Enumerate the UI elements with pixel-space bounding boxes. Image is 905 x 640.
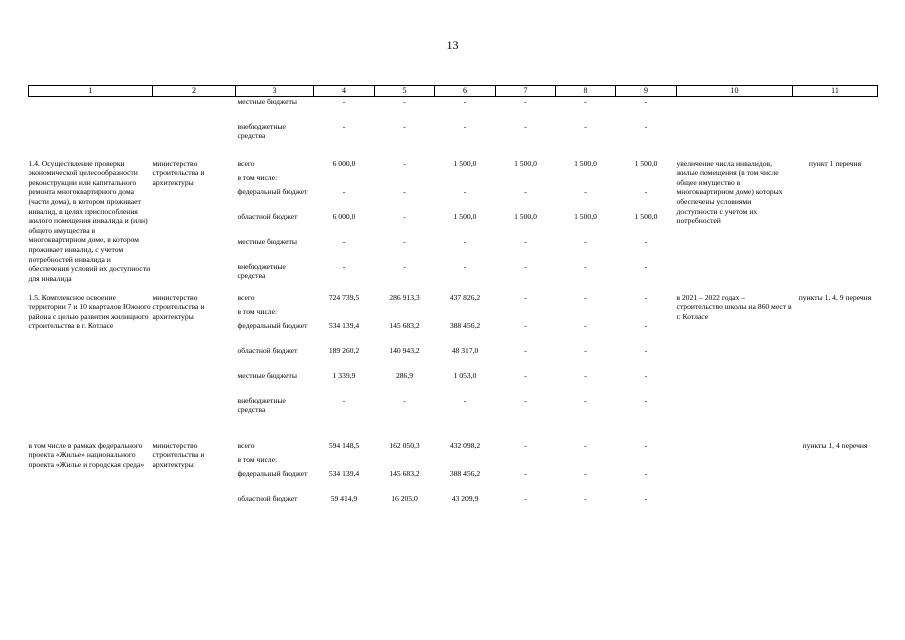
amount-value: 1 500,0 xyxy=(634,158,658,168)
amount-cell xyxy=(616,441,677,519)
amount-value: 1 500,0 xyxy=(574,158,597,168)
amount-cell xyxy=(496,96,556,147)
amount-value: - xyxy=(524,186,527,196)
expected-result xyxy=(677,441,793,519)
amount-value xyxy=(616,173,677,187)
amount-value: 724 739,5 xyxy=(328,292,360,302)
amount-value: 437 826,2 xyxy=(449,292,481,302)
amount-value: - xyxy=(644,468,648,478)
col-header: 4 xyxy=(314,86,375,97)
amount-value: - xyxy=(584,236,587,246)
amount-value: - xyxy=(403,211,406,221)
amount-value: - xyxy=(644,236,648,246)
amount-value: - xyxy=(403,236,406,246)
amount-value: - xyxy=(584,370,587,380)
program-table xyxy=(28,85,878,519)
measure-row xyxy=(29,441,878,519)
amount-value: 388 456,2 xyxy=(449,468,481,478)
amount-cell xyxy=(556,293,616,421)
list-reference xyxy=(793,96,878,147)
amount-value: 189 260,2 xyxy=(328,345,360,355)
amount-value: - xyxy=(584,320,587,330)
expected-result: в 2021 – 2022 годах – строительство школы на 860 мест в г. Котласе xyxy=(676,292,792,321)
amount-value: - xyxy=(403,121,406,131)
amount-value: - xyxy=(342,261,346,271)
spacer-cell xyxy=(29,147,878,159)
amount-value xyxy=(314,307,375,321)
col-header: 1 xyxy=(29,86,153,97)
executor xyxy=(153,96,236,147)
amount-cell xyxy=(435,159,496,287)
amount-value: - xyxy=(524,236,527,246)
funding-source-cell xyxy=(236,96,314,147)
amount-value: - xyxy=(584,292,587,302)
amount-value xyxy=(375,307,435,321)
amount-cell xyxy=(616,96,677,147)
amount-value: - xyxy=(342,186,346,196)
amount-value xyxy=(616,307,677,321)
amount-value: - xyxy=(584,96,587,106)
amount-cell xyxy=(496,159,556,287)
amount-value: 1 500,0 xyxy=(574,211,597,221)
amount-value: - xyxy=(644,370,648,380)
amount-value: 140 943,2 xyxy=(389,345,420,355)
amount-cell xyxy=(314,293,375,421)
list-reference: пункты 1, 4 перечня xyxy=(802,440,868,450)
funding-source: в том числе: xyxy=(237,454,278,464)
amount-value: 1 500,0 xyxy=(514,211,537,221)
funding-source: местные бюджеты xyxy=(237,96,297,106)
amount-value: - xyxy=(463,261,467,271)
amount-value: - xyxy=(584,261,587,271)
amount-cell xyxy=(375,96,435,147)
col-header: 5 xyxy=(375,86,435,97)
amount-cell xyxy=(375,159,435,287)
amount-value: 1 339,9 xyxy=(332,370,356,380)
amount-cell xyxy=(556,441,616,519)
amount-cell xyxy=(314,96,375,147)
amount-cell xyxy=(435,441,496,519)
measure-title: 1.4. Осуществление проверки экономической целесообразности реконструкции или капитального ремонта многоквартирного дома (части дома), в котором проживает инвалид, в целях приспособления жилого помещения инвалида и (или) общего имущества в многоквартирном доме, в котором проживает инвалид, с учетом потребностей инвалида и обеспечения условий их доступности для инвалида xyxy=(28,158,151,283)
amount-value: 43 209,9 xyxy=(451,493,479,503)
expected-result xyxy=(677,96,793,147)
amount-value xyxy=(496,307,556,321)
funding-source: внебюджетные средства xyxy=(237,121,286,141)
amount-value xyxy=(556,455,616,469)
amount-cell xyxy=(616,293,677,421)
amount-value: 594 148,5 xyxy=(328,440,360,450)
list-reference: пункт 1 перечня xyxy=(808,158,862,168)
list-reference: пункты 1, 4, 9 перечня xyxy=(798,292,872,302)
amount-value: - xyxy=(524,292,527,302)
amount-cell xyxy=(314,159,375,287)
amount-value: 534 139,4 xyxy=(328,468,360,478)
amount-value: 16 205,0 xyxy=(391,493,418,503)
amount-value: 1 500,0 xyxy=(453,158,477,168)
expected-result: увеличение числа инвалидов, жилые помещения (в том числе общее имущество в многоквартирном доме) которых обеспечены условиями доступности с учетом их потребностей xyxy=(676,158,783,226)
amount-value: - xyxy=(342,121,346,131)
amount-value xyxy=(435,307,496,321)
amount-value: - xyxy=(463,121,467,131)
executor: министерство строительства и архитектуры xyxy=(152,158,205,187)
amount-value: 286,9 xyxy=(395,370,414,380)
funding-source-cell xyxy=(236,441,314,519)
col-header: 2 xyxy=(153,86,236,97)
amount-value: 1 500,0 xyxy=(453,211,477,221)
funding-source: федеральный бюджет xyxy=(237,320,308,330)
amount-value: 1 500,0 xyxy=(514,158,537,168)
spacer-row xyxy=(29,421,878,441)
amount-value: - xyxy=(403,96,406,106)
amount-value: 388 456,2 xyxy=(449,320,481,330)
amount-value: 432 098,2 xyxy=(449,440,481,450)
amount-value: 145 683,2 xyxy=(389,468,420,478)
amount-cell xyxy=(616,159,677,287)
funding-source: местные бюджеты xyxy=(237,370,297,380)
amount-value: 1 500,0 xyxy=(634,211,658,221)
executor: министерство строительства и архитектуры xyxy=(152,292,205,321)
amount-value: - xyxy=(584,468,587,478)
amount-cell xyxy=(556,159,616,287)
amount-value: 286 913,3 xyxy=(389,292,420,302)
funding-source-cell xyxy=(236,293,314,421)
amount-value: - xyxy=(403,395,406,405)
measure-row xyxy=(29,159,878,287)
funding-source: в том числе: xyxy=(237,172,278,182)
amount-value: - xyxy=(644,493,648,503)
amount-value: - xyxy=(644,121,648,131)
amount-value: - xyxy=(644,186,648,196)
funding-source: областной бюджет xyxy=(237,493,298,503)
amount-value: 6 000,0 xyxy=(332,211,356,221)
funding-source: федеральный бюджет xyxy=(237,186,308,196)
amount-value xyxy=(314,455,375,469)
measure-title xyxy=(29,96,153,147)
amount-cell xyxy=(375,441,435,519)
amount-value: - xyxy=(524,493,527,503)
amount-value: 162 050,3 xyxy=(389,440,420,450)
amount-value xyxy=(496,455,556,469)
amount-value: - xyxy=(524,468,527,478)
amount-value: - xyxy=(644,261,648,271)
amount-value xyxy=(435,173,496,187)
col-header: 9 xyxy=(616,86,677,97)
col-header: 8 xyxy=(556,86,616,97)
amount-cell xyxy=(435,293,496,421)
amount-value: - xyxy=(524,440,527,450)
funding-source: внебюджетные средства xyxy=(237,395,286,415)
funding-source: всего xyxy=(237,158,255,168)
col-header: 3 xyxy=(236,86,314,97)
col-header: 11 xyxy=(793,86,878,97)
amount-value: - xyxy=(644,345,648,355)
funding-source: всего xyxy=(237,440,255,450)
amount-value: - xyxy=(644,320,648,330)
amount-cell xyxy=(556,96,616,147)
amount-value: - xyxy=(644,395,648,405)
amount-value: 6 000,0 xyxy=(332,158,356,168)
amount-value: - xyxy=(524,320,527,330)
amount-value: 59 414,9 xyxy=(330,493,358,503)
amount-value: - xyxy=(584,345,587,355)
funding-source: областной бюджет xyxy=(237,345,298,355)
amount-value: - xyxy=(584,186,587,196)
amount-value: - xyxy=(342,236,346,246)
amount-value: - xyxy=(584,440,587,450)
amount-value: 48 317,0 xyxy=(451,345,479,355)
amount-value: - xyxy=(342,395,346,405)
amount-value xyxy=(616,455,677,469)
amount-value xyxy=(314,173,375,187)
funding-source: внебюджетные средства xyxy=(237,261,286,281)
amount-value: - xyxy=(463,186,467,196)
amount-cell xyxy=(435,96,496,147)
amount-cell xyxy=(314,441,375,519)
amount-value xyxy=(435,455,496,469)
amount-value xyxy=(375,173,435,187)
amount-value: - xyxy=(584,493,587,503)
amount-cell xyxy=(375,293,435,421)
funding-source: местные бюджеты xyxy=(237,236,297,246)
amount-value: - xyxy=(584,395,587,405)
funding-source-cell xyxy=(236,159,314,287)
amount-cell xyxy=(496,441,556,519)
spacer-cell xyxy=(29,421,878,441)
amount-value: 1 053,0 xyxy=(453,370,477,380)
funding-source: всего xyxy=(237,292,255,302)
col-header: 6 xyxy=(435,86,496,97)
col-header: 10 xyxy=(677,86,793,97)
amount-value xyxy=(556,307,616,321)
amount-value: - xyxy=(644,440,648,450)
amount-value: - xyxy=(524,345,527,355)
continuation-row xyxy=(29,96,878,147)
amount-value: - xyxy=(524,96,527,106)
column-number-row xyxy=(29,86,878,97)
amount-value: - xyxy=(463,236,467,246)
amount-value: - xyxy=(403,158,406,168)
measure-title: в том числе в рамках федерального проекта «Жилье» национального проекта «Жилье и городская среда» xyxy=(28,440,145,469)
amount-value xyxy=(556,173,616,187)
amount-value xyxy=(496,173,556,187)
page-number: 13 xyxy=(446,38,459,52)
amount-value: - xyxy=(403,261,406,271)
amount-value: - xyxy=(463,395,467,405)
funding-source: областной бюджет xyxy=(237,211,298,221)
amount-value: - xyxy=(524,261,527,271)
amount-value: - xyxy=(644,292,648,302)
spacer-row xyxy=(29,147,878,159)
amount-value: - xyxy=(403,186,406,196)
col-header: 7 xyxy=(496,86,556,97)
funding-source: в том числе: xyxy=(237,306,278,316)
amount-value: - xyxy=(524,121,527,131)
amount-value: - xyxy=(644,96,648,106)
funding-source: федеральный бюджет xyxy=(237,468,308,478)
amount-value: - xyxy=(584,121,587,131)
amount-value xyxy=(375,455,435,469)
amount-value: - xyxy=(524,370,527,380)
amount-value: - xyxy=(342,96,346,106)
amount-value: - xyxy=(524,395,527,405)
amount-value: 145 683,2 xyxy=(389,320,420,330)
amount-cell xyxy=(496,293,556,421)
measure-row xyxy=(29,293,878,421)
amount-value: - xyxy=(463,96,467,106)
measure-title: 1.5. Комплексное освоение территории 7 и 10 кварталов Южного района с целью развития жилищного строительства в г. Котласе xyxy=(28,292,151,331)
amount-value: 534 139,4 xyxy=(328,320,360,330)
executor: министерство строительства и архитектуры xyxy=(152,440,205,469)
